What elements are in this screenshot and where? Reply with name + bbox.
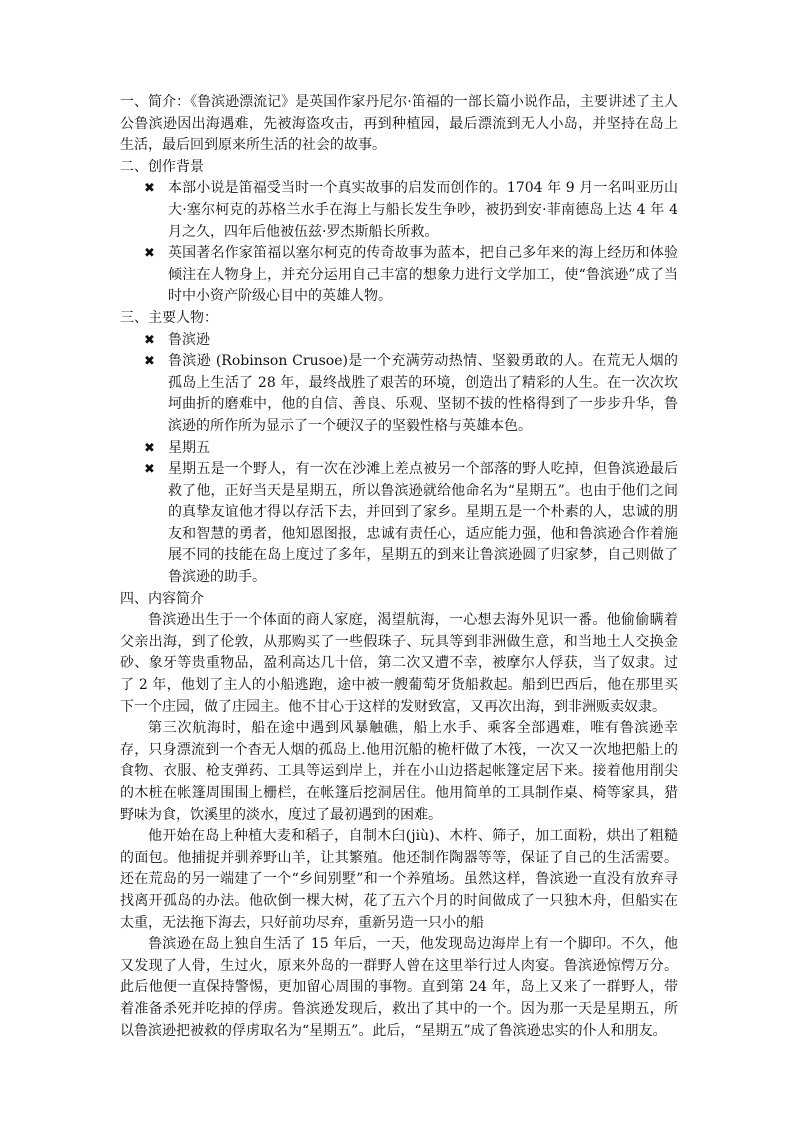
summary-paragraph: 鲁滨逊在岛上独自生活了 15 年后，一天，他发现岛边海岸上有一个脚印。不久，他又发现了人骨，生过火，原来外岛的一群野人曾在这里举行过人肉宴。鲁滨逊惊愕万分。此后他便一直保持警惕，更加留心周围的事物。直到第 24 年，岛上又来了一群野人，带着准备杀死并吃掉的俘虏。鲁滨逊发现后，救出了其中的一个。因为那一天是星期五，所以鲁滨逊把被救的俘虏取名为“星期五”。此后，“星期五”成了鲁滨逊忠实的仆人和朋友。 <box>120 936 678 1039</box>
list-item-text: 星期五 <box>168 439 210 456</box>
bullet-x-icon: ✖ <box>144 462 155 478</box>
bullet-x-icon: ✖ <box>144 181 155 197</box>
bullet-x-icon: ✖ <box>144 332 155 348</box>
list-item-text: 英国著名作家笛福以塞尔柯克的传奇故事为蓝本，把自己多年来的海上经历和体验倾注在人物身上，并充分运用自己丰富的想象力进行文学加工，使“鲁滨逊”成了当时中小资产阶级心目中的英雄人物。 <box>168 245 678 305</box>
section-heading-characters: 三、主要人物： <box>120 309 218 326</box>
summary-paragraph: 他开始在岛上种植大麦和稻子，自制木臼(jiù)、木杵、筛子，加工面粉，烘出了粗糙的面包。他捕捉并驯养野山羊，让其繁殖。他还制作陶器等等，保证了自己的生活需要。还在荒岛的另一端建了一个“乡间别墅”和一个养殖场。虽然这样，鲁滨逊一直没有放弃寻找离开孤岛的办法。他砍倒一棵大树，花了五六个月的时间做成了一只独木舟，但船实在太重，无法拖下海去，只好前功尽弃，重新另造一只小的船 <box>120 828 678 931</box>
section-heading-background: 二、创作背景 <box>120 158 204 175</box>
list-item <box>144 438 678 460</box>
list-item-text: 本部小说是笛福受当时一个真实故事的启发而创作的。1704 年 9 月一名叫亚历山大·塞尔柯克的苏格兰水手在海上与船长发生争吵，被扔到安·菲南德岛上达 4 年 4 月之久，四年后他被伍兹·罗杰斯船长所救。 <box>168 180 678 240</box>
characters-list <box>120 330 678 589</box>
section-heading-summary: 四、内容简介 <box>120 590 204 607</box>
list-item-text: 鲁滨逊 <box>168 331 210 348</box>
list-item <box>144 178 678 243</box>
background-list <box>120 178 678 308</box>
summary-paragraph: 第三次航海时，船在途中遇到风暴触礁，船上水手、乘客全部遇难，唯有鲁滨逊幸存，只身漂流到一个杳无人烟的孤岛上.他用沉船的桅杆做了木筏，一次又一次地把船上的食物、衣服、枪支弹药、工具等运到岸上，并在小山边搭起帐篷定居下来。接着他用削尖的木桩在帐篷周围围上栅栏，在帐篷后挖洞居住。他用简单的工具制作桌、椅等家具，猎野味为食，饮溪里的淡水，度过了最初遇到的困难。 <box>120 720 678 823</box>
list-item-text: 星期五是一个野人，有一次在沙滩上差点被另一个部落的野人吃掉，但鲁滨逊最后救了他，正好当天是星期五，所以鲁滨逊就给他命名为“星期五”。也由于他们之间的真挚友谊他才得以存活下去，并回到了家乡。星期五是一个朴素的人，忠诚的朋友和智慧的勇者，他知恩图报，忠诚有责任心，适应能力强，他和鲁滨逊合作着施展不同的技能在岛上度过了多年，星期五的到来让鲁滨逊圆了归家梦，自己则做了鲁滨逊的助手。 <box>168 461 678 586</box>
list-item <box>144 243 678 308</box>
list-item-text: 鲁滨逊 (Robinson Crusoe)是一个充满劳动热情、坚毅勇敢的人。在荒无人烟的孤岛上生活了 28 年，最终战胜了艰苦的环境，创造出了精彩的人生。在一次次坎坷曲折的磨难中，他的自信、善良、乐观、坚韧不拔的性格得到了一步步升华，鲁滨逊的所作所为显示了一个硬汉子的坚毅性格与英雄本色。 <box>168 353 678 434</box>
document-page <box>120 92 678 1042</box>
list-item <box>144 459 678 589</box>
bullet-x-icon: ✖ <box>144 246 155 262</box>
bullet-x-icon: ✖ <box>144 354 155 370</box>
summary-paragraph: 鲁滨逊出生于一个体面的商人家庭，渴望航海，一心想去海外见识一番。他偷偷瞒着父亲出海，到了伦敦，从那购买了一些假珠子、玩具等到非洲做生意，和当地土人交换金砂、象牙等贵重物品，盈利高达几十倍，第二次又遭不幸，被摩尔人俘获，当了奴隶。过了 2 年，他划了主人的小船逃跑，途中被一艘葡萄牙货船救起。船到巴西后，他在那里买下一个庄园，做了庄园主。他不甘心于这样的发财致富，又再次出海，到非洲贩卖奴隶。 <box>120 612 678 715</box>
list-item <box>144 330 678 352</box>
intro-paragraph: 一、简介：《鲁滨逊漂流记》是英国作家丹尼尔·笛福的一部长篇小说作品，主要讲述了主人公鲁滨逊因出海遇难，先被海盗攻击，再到种植园，最后漂流到无人小岛，并坚持在岛上生活，最后回到原来所生活的社会的故事。 <box>120 94 678 154</box>
list-item <box>144 351 678 437</box>
bullet-x-icon: ✖ <box>144 440 155 456</box>
